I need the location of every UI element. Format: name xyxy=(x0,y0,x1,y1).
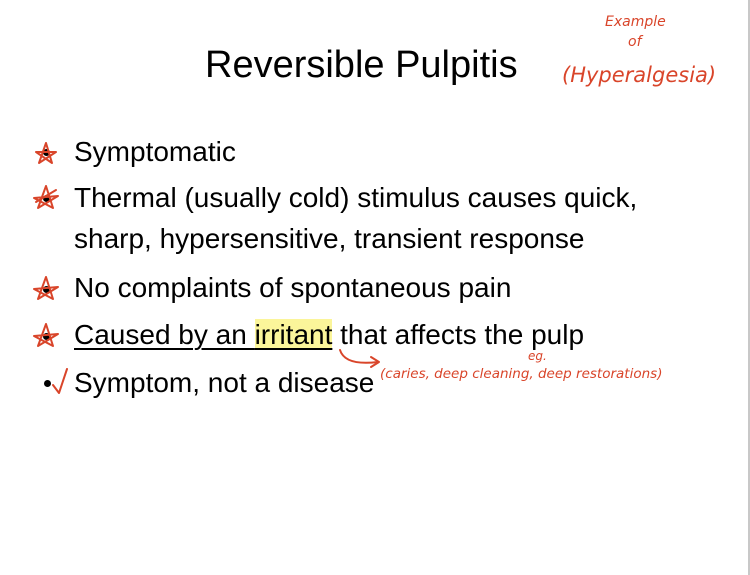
irritant-highlight: irritant xyxy=(254,319,333,350)
caused-by-text: Caused by an xyxy=(74,319,255,350)
star-mark-3 xyxy=(34,277,58,299)
star-mark-1 xyxy=(36,143,56,163)
irritant-arrow xyxy=(340,350,378,363)
annotation-causes: (caries, deep cleaning, deep restorations) xyxy=(380,366,663,382)
affects-pulp-text: that affects the pulp xyxy=(332,319,585,350)
star-mark-4 xyxy=(34,324,58,346)
annotation-example: Example xyxy=(605,14,666,30)
slide-title: Reversible Pulpitis xyxy=(205,44,518,86)
bullet-symptomatic: Symptomatic xyxy=(74,136,236,167)
star-mark-2 xyxy=(34,186,58,208)
bullet-symptom: Symptom, not a disease xyxy=(74,367,375,398)
annotation-eg: eg. xyxy=(528,349,547,363)
bullet-thermal-line1: Thermal (usually cold) stimulus causes quick, xyxy=(74,182,638,213)
bullet-no-complaints: No complaints of spontaneous pain xyxy=(74,272,512,303)
check-mark xyxy=(53,369,67,393)
bullet-thermal-line2: sharp, hypersensitive, transient response xyxy=(74,223,585,254)
annotation-hyperalgesia: (Hyperalgesia) xyxy=(562,63,717,87)
annotation-of: of xyxy=(628,34,642,50)
